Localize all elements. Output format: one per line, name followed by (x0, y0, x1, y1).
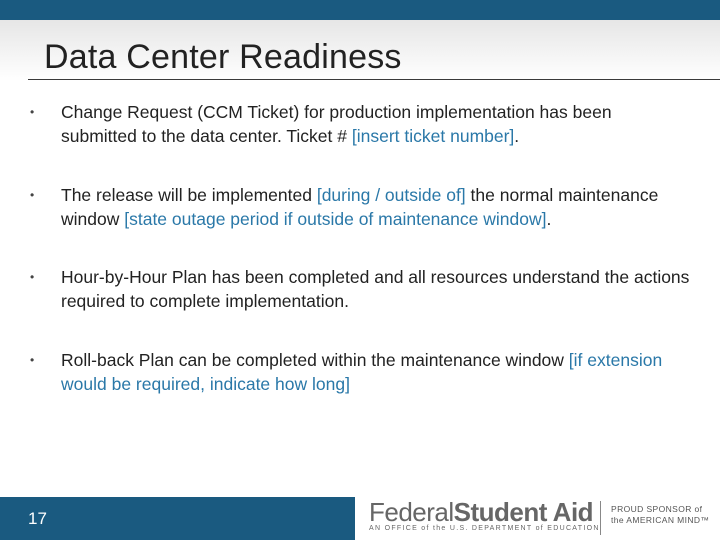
bullet-marker: • (30, 353, 35, 367)
text-run: . (514, 126, 520, 146)
bullet-text (61, 267, 689, 311)
logo-subtitle: AN OFFICE of the U.S. DEPARTMENT of EDUCATION (369, 525, 600, 532)
bullet-marker: • (30, 105, 35, 119)
placeholder-text: [during / outside of] (316, 185, 466, 205)
text-run: Change Request (CCM Ticket) for production implementation has been submitted to the data center. Ticket # (61, 102, 612, 146)
text-run: the normal maintenance window (61, 185, 659, 229)
logo-divider (600, 501, 601, 535)
bullet-text (61, 185, 658, 229)
text-run: Hour-by-Hour Plan has been completed and all resources understand the actions required to complete implementation. (61, 267, 690, 311)
placeholder-text: [insert ticket number] (351, 126, 515, 146)
logo-name (369, 497, 593, 528)
logo-name-part2: Student Aid (453, 497, 594, 527)
text-run: . (546, 209, 552, 229)
text-run: Roll-back Plan can be completed within the maintenance window (61, 350, 569, 370)
title-divider (28, 79, 720, 80)
bullet-item (30, 183, 690, 231)
placeholder-text: [if extension would be required, indicate how long] (61, 350, 663, 394)
sponsor-line-2: the AMERICAN MIND™ (611, 515, 710, 525)
sponsor-line-1: PROUD SPONSOR of (611, 504, 703, 514)
placeholder-text: [state outage period if outside of maintenance window] (124, 209, 547, 229)
bullet-marker: • (30, 188, 35, 202)
federal-student-aid-logo (355, 497, 720, 540)
text-run: The release will be implemented (61, 185, 317, 205)
slide-title: Data Center Readiness (44, 38, 402, 76)
bullet-item (30, 100, 690, 148)
logo-name-part1: Federal (369, 497, 454, 527)
bullet-text (61, 102, 612, 146)
sponsor-tagline (611, 504, 709, 526)
bullet-item (30, 348, 690, 396)
bullet-marker: • (30, 270, 35, 284)
bullet-list (30, 100, 690, 396)
bullet-text (61, 350, 662, 394)
top-header-band (0, 0, 720, 20)
footer-bar (0, 497, 355, 540)
bullet-item (30, 265, 690, 313)
page-number: 17 (28, 509, 47, 528)
